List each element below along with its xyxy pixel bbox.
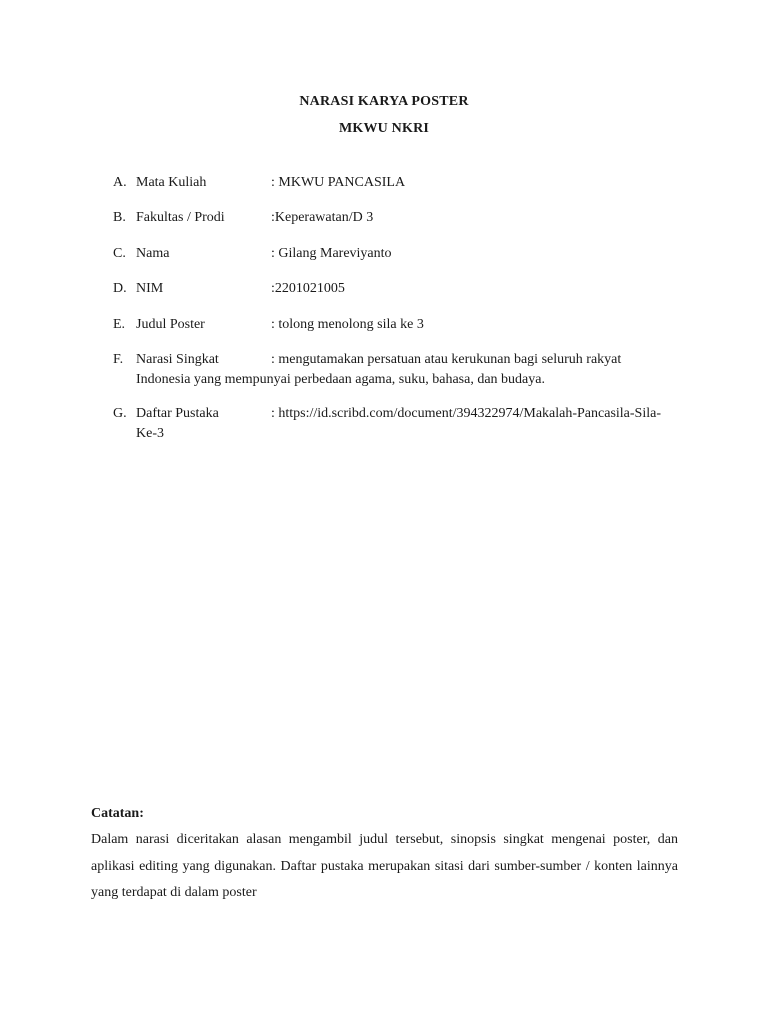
note-body: Dalam narasi diceritakan alasan mengambil judul tersebut, sinopsis singkat mengenai poster, dan aplikasi editing yang digunakan. Daftar pustaka merupakan sitasi dari sumber-sumber / konten lainnya yang terdapat di dalam poster — [91, 832, 678, 900]
item-letter: G. — [113, 406, 127, 421]
note-heading: Catatan: — [91, 806, 144, 821]
item-value: : Gilang Mareviyanto — [271, 246, 392, 261]
item-value: : tolong menolong sila ke 3 — [271, 317, 424, 332]
document-title: NARASI KARYA POSTER — [299, 94, 469, 109]
item-value: :Keperawatan/D 3 — [271, 210, 374, 225]
item-letter: E. — [113, 317, 126, 332]
list-item-nama — [113, 244, 673, 264]
item-label: Daftar Pustaka — [136, 406, 219, 421]
item-value: :2201021005 — [271, 281, 345, 296]
item-letter: C. — [113, 246, 126, 261]
item-label: Mata Kuliah — [136, 175, 207, 190]
item-label: Narasi Singkat — [136, 352, 219, 367]
item-label: Nama — [136, 246, 170, 261]
item-value: : https://id.scribd.com/document/394322974/Makalah-Pancasila-Sila-Ke-3 — [136, 406, 661, 441]
list-item-nim — [113, 279, 673, 299]
item-letter: D. — [113, 281, 127, 296]
item-label: Judul Poster — [136, 317, 205, 332]
item-label: NIM — [136, 281, 164, 296]
list-item-mata-kuliah — [113, 173, 673, 193]
list-item-daftar-pustaka — [113, 404, 673, 444]
item-value: : MKWU PANCASILA — [271, 175, 406, 190]
item-letter: F. — [113, 352, 124, 367]
document-subtitle: MKWU NKRI — [338, 121, 430, 136]
list-item-judul-poster — [113, 315, 673, 335]
item-value: : mengutamakan persatuan atau kerukunan bagi seluruh rakyat Indonesia yang mempunyai perbedaan agama, suku, bahasa, dan budaya. — [136, 352, 622, 387]
item-letter: B. — [113, 210, 126, 225]
list-item-fakultas-prodi — [113, 208, 673, 228]
item-letter: A. — [113, 175, 127, 190]
item-label: Fakultas / Prodi — [136, 210, 225, 225]
list-item-narasi-singkat — [113, 350, 673, 390]
